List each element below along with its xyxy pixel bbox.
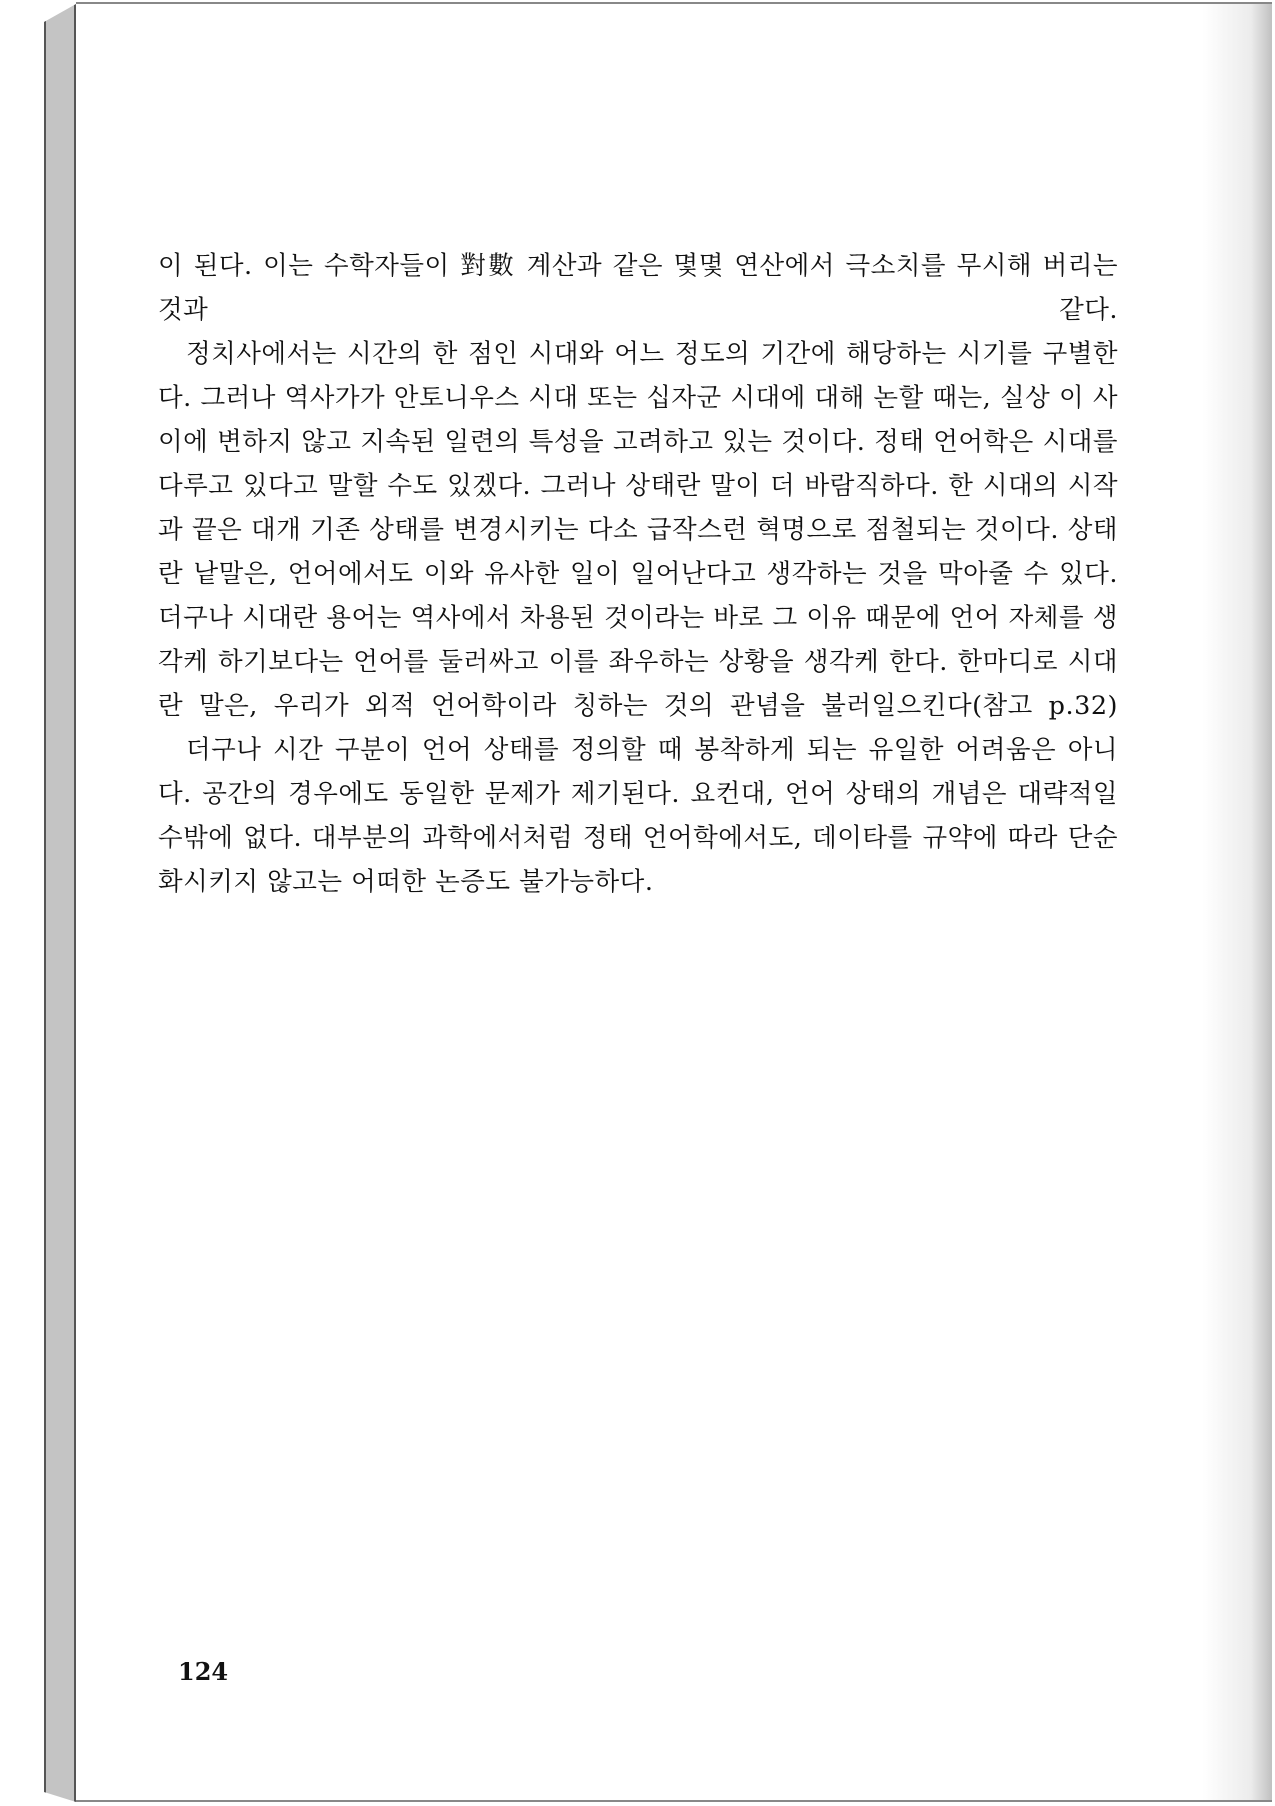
paragraph-2: 정치사에서는 시간의 한 점인 시대와 어느 정도의 기간에 해당하는 시기를 구별한다. 그러나 역사가가 안토니우스 시대 또는 십자군 시대에 대해 논할 때는, 실상 이 사이에 변하지 않고 지속된 일련의 특성을 고려하고 있는 것이다. 정태 언어학은 시대를 다루고 있다고 말할 수도 있겠다. 그러나 상태란 말이 더 바람직하다. 한 시대의 시작과 끝은 대개 기존 상태를 변경시키는 다소 급작스런 혁명으로 점철되는 것이다. 상태란 낱말은, 언어에서도 이와 유사한 일이 일어난다고 생각하는 것을 막아줄 수 있다. 더구나 시대란 용어는 역사에서 차용된 것이라는 바로 그 이유 때문에 언어 자체를 생각케 하기보다는 언어를 둘러싸고 이를 좌우하는 상황을 생각케 한다. 한마디로 시대란 말은, 우리가 외적 언어학이라 칭하는 것의 관념을 불러일으킨다(참고 p.32)	[158, 339, 1118, 721]
book-spine	[44, 4, 76, 1802]
page-body	[158, 244, 1118, 904]
page-number: 124	[178, 1657, 229, 1686]
paragraph-1: 이 된다. 이는 수학자들이 對數 계산과 같은 몇몇 연산에서 극소치를 무시해 버리는 것과 같다.	[158, 251, 1118, 325]
page-edge-shadow	[1202, 4, 1272, 1800]
paragraph-3: 더구나 시간 구분이 언어 상태를 정의할 때 봉착하게 되는 유일한 어려움은 아니다. 공간의 경우에도 동일한 문제가 제기된다. 요컨대, 언어 상태의 개념은 대략적일 수밖에 없다. 대부분의 과학에서처럼 정태 언어학에서도, 데이타를 규약에 따라 단순화시키지 않고는 어떠한 논증도 불가능하다.	[158, 735, 1118, 897]
